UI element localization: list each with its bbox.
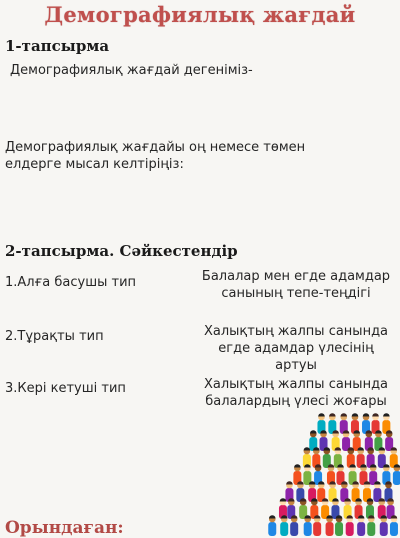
- match-left-item-1: 1.Алға басушы тип: [5, 275, 137, 290]
- task1-question1: Демографиялық жағдай дегеніміз-: [10, 63, 253, 78]
- page-title: Демографиялық жағдай: [44, 2, 356, 27]
- match-right-item-3: [196, 376, 396, 410]
- task2-heading: 2-тапсырма. Сәйкестендір: [5, 242, 238, 260]
- task1-heading: 1-тапсырма: [5, 37, 110, 55]
- match-right-item-1-line2: санының тепе-теңдігі: [221, 286, 371, 301]
- match-right-item-2: [196, 323, 396, 374]
- task1-question2-line2: елдерге мысал келтіріңіз:: [5, 157, 184, 172]
- crowd-of-people-icon: [262, 408, 400, 536]
- match-right-item-2-line1: Халықтың жалпы санында: [203, 324, 389, 339]
- match-right-item-3-line1: Халықтың жалпы санында: [203, 377, 389, 392]
- footer-label: Орындаған:: [5, 518, 124, 538]
- task1-question2-line1: Демографиялық жағдайы оң немесе төмен: [5, 140, 306, 155]
- match-left-item-3: 3.Кері кетуші тип: [5, 381, 126, 396]
- match-right-item-1: [196, 268, 396, 302]
- match-left-item-2: 2.Тұрақты тип: [5, 329, 104, 344]
- match-right-item-1-line1: Балалар мен егде адамдар: [201, 269, 391, 284]
- match-right-item-2-line2: егде адамдар үлесінің артуы: [218, 341, 374, 373]
- match-right-item-3-line2: балалардың үлесі жоғары: [205, 394, 387, 409]
- task1-question2: [5, 139, 305, 173]
